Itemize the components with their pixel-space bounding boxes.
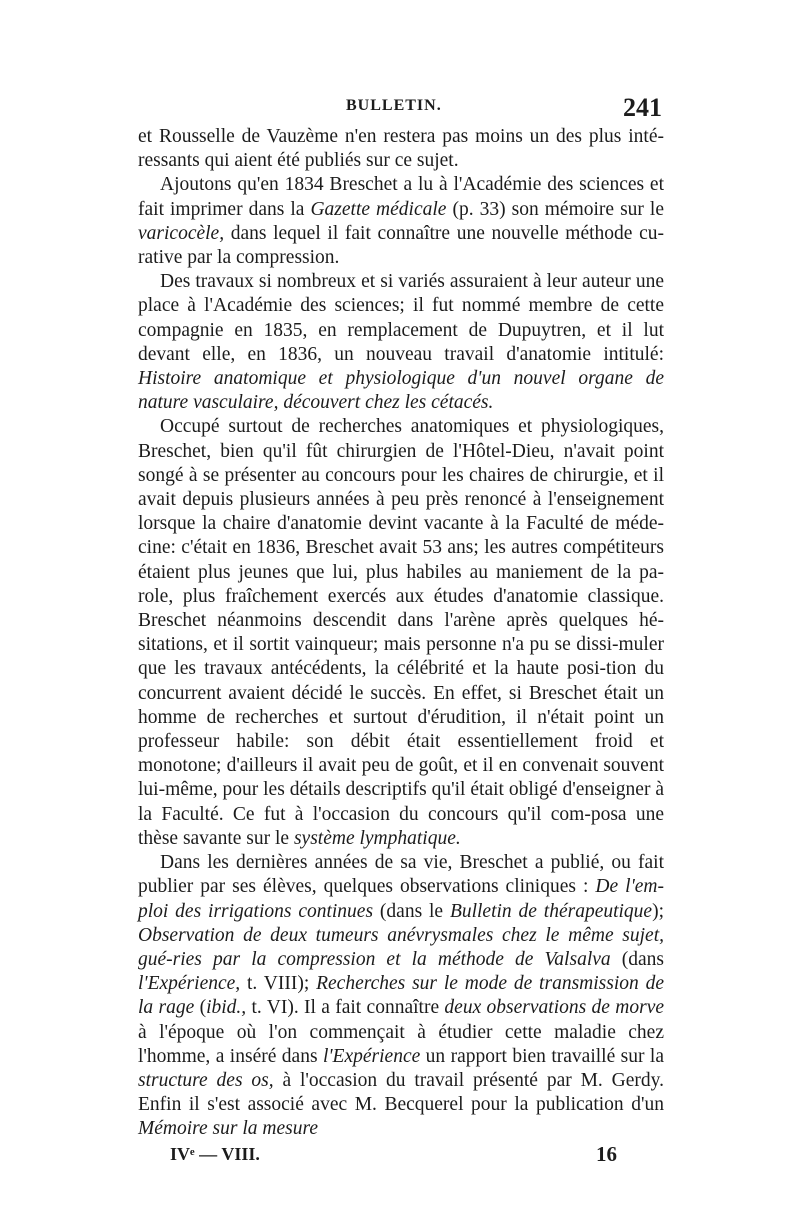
body-text bbox=[138, 125, 664, 1142]
page-header bbox=[138, 93, 664, 125]
running-head: BULLETIN. bbox=[346, 97, 442, 114]
italic-text-run: Bulletin de thérapeutique bbox=[449, 900, 653, 922]
italic-text-run: deux observations de morve bbox=[444, 997, 665, 1019]
text-run: Occupé surtout de recherches anatomiques et physiologiques, Breschet, bien qu'il fût chirurgien de l'Hôtel-Dieu, n'avait point songé à se présenter au concours pour les chaires de chirurgie, et il avait depuis plusieurs années à peu près renoncé à l'enseignement lorsque la chaire d'anatomie devint vacante à la Faculté de méde-cine: c'était en 1836, Breschet avait 53 ans; les autres compétiteurs étaient plus jeunes que lui, plus habiles au maniement de la pa-role, plus fraîchement exercés aux études d'anatomie classique. Breschet néanmoins descendit dans l'arène après quelques hé-sitations, et il sortit vainqueur; mais personne n'a pu se dissi-muler que les travaux antécédents, la célébrité et la haute posi-tion du concurrent avaient décidé le succès. En effet, si Breschet était un homme de recherches et surtout d'érudition, il n'était point un professeur habile: son débit était essentiellement froid et monotone; d'ailleurs il avait peu de goût, et il en convenait souvent lui-même, pour les détails descriptifs qu'il était obligé d'enseigner à la Faculté. Ce fut à l'occasion du concours qu'il com-posa une thèse savante sur le bbox=[138, 416, 664, 849]
text-run: (dans bbox=[610, 948, 664, 970]
italic-text-run: Mémoire sur la mesure bbox=[138, 1118, 318, 1140]
italic-text-run: système lymphatique. bbox=[293, 827, 461, 849]
text-run: et Rousselle de Vauzème n'en restera pas moins un des plus inté-ressants qui aient été publiés sur ce sujet. bbox=[138, 126, 664, 172]
italic-text-run: ibid., bbox=[206, 997, 247, 1019]
text-run: (dans le bbox=[373, 900, 450, 922]
italic-text-run: l'Expérience bbox=[322, 1045, 421, 1067]
signature-mark: IVᵉ — VIII. bbox=[170, 1143, 260, 1164]
text-run: t. VI). Il a fait connaître bbox=[246, 997, 445, 1019]
text-run: Ajoutons qu'en 1834 Breschet a lu à l'Académie des sciences et fait imprimer dans la bbox=[138, 174, 664, 220]
italic-text-run: structure des os, bbox=[138, 1069, 274, 1091]
text-run: un rapport bien travaillé sur la bbox=[420, 1045, 664, 1067]
italic-text-run: Recherches sur le mode de transmission de la rage bbox=[138, 973, 664, 1019]
text-run: ( bbox=[194, 997, 207, 1019]
text-run: t. VIII); bbox=[240, 973, 317, 995]
paragraph-academy bbox=[138, 270, 664, 415]
paragraph-varicocele bbox=[138, 173, 664, 270]
italic-text-run: Observation de deux tumeurs anévrysmales chez le même sujet, gué-ries par la compression et la méthode de Valsalva bbox=[138, 924, 664, 970]
book-page bbox=[138, 93, 665, 1172]
italic-text-run: Gazette médicale bbox=[310, 198, 447, 220]
paragraph-later-works bbox=[138, 851, 664, 1141]
text-run: dans lequel il fait connaître une nouvelle méthode cu-rative par la compression. bbox=[138, 222, 664, 269]
page-footer bbox=[138, 1141, 664, 1172]
text-run: Des travaux si nombreux et si variés assuraient à leur auteur une place à l'Académie des sciences; il fut nommé membre de cette compagnie en 1835, en remplacement de Dupuytren, et il lut devant elle, en 1836, un nouveau travail d'anatomie intitulé: bbox=[138, 271, 664, 365]
text-run: Dans les dernières années de sa vie, Breschet a publié, ou fait publier par ses élèves, quelques observations cliniques : bbox=[138, 852, 664, 898]
paragraph-continuation bbox=[138, 125, 664, 173]
text-run: à l'occasion du travail présenté par M. Gerdy. Enfin il s'est associé avec M. Becquerel pour la publication d'un bbox=[138, 1069, 664, 1116]
italic-text-run: varicocèle, bbox=[138, 222, 225, 244]
text-run: à l'époque où l'on commençait à étudier cette maladie chez l'homme, a inséré dans bbox=[138, 1021, 664, 1067]
page-number: 241 bbox=[623, 93, 662, 122]
text-run: ); bbox=[652, 900, 665, 922]
sheet-number: 16 bbox=[596, 1141, 617, 1166]
italic-text-run: l'Expérience, bbox=[138, 973, 241, 995]
paragraph-faculty-chair bbox=[138, 415, 664, 851]
italic-text-run: Histoire anatomique et physiologique d'un nouvel organe de nature vasculaire, découvert chez les cétacés. bbox=[138, 368, 664, 414]
italic-text-run: De l'em-ploi des irrigations continues bbox=[138, 876, 664, 922]
text-run: (p. 33) son mémoire sur le bbox=[446, 198, 665, 220]
